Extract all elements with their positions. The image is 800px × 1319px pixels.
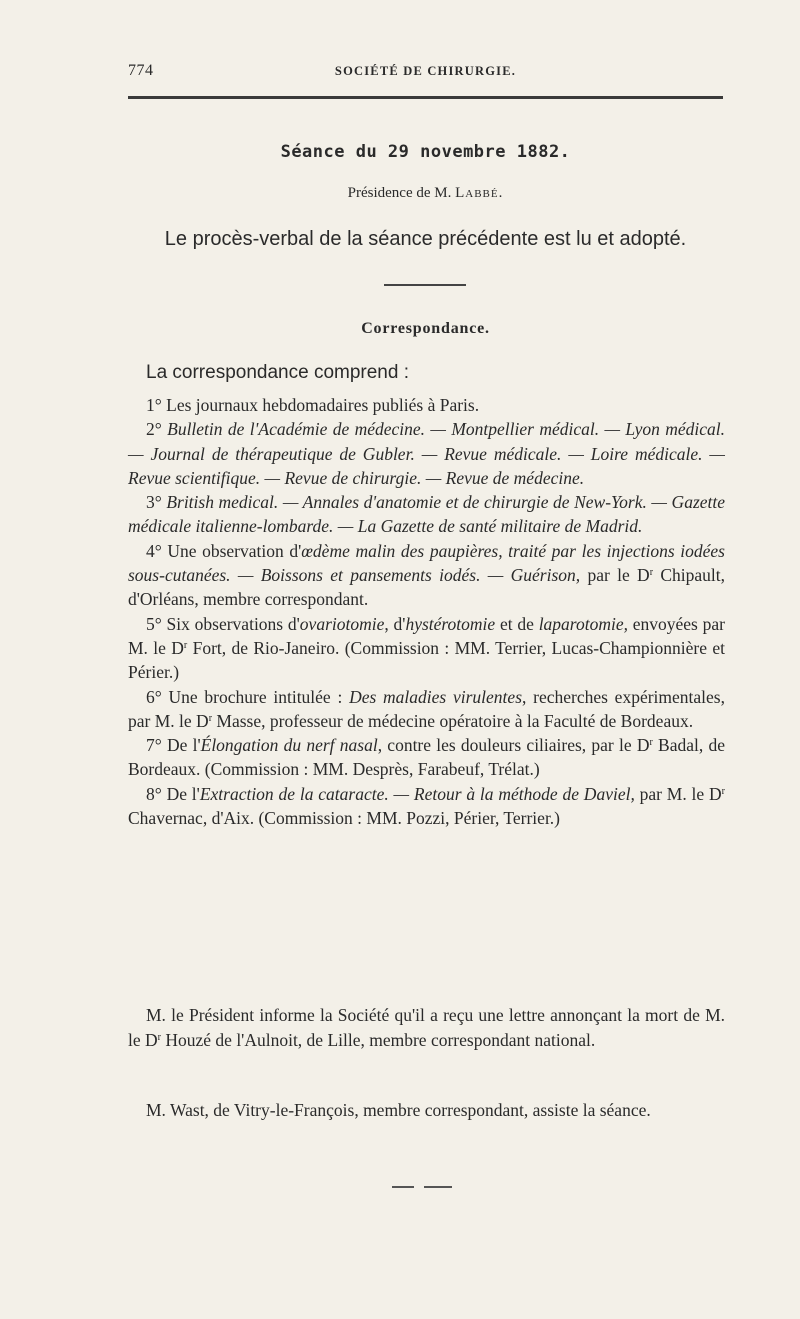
list-item <box>128 393 725 417</box>
item-text: , d' <box>384 613 406 634</box>
item-text: Masse, professeur de médecine opératoire à la Faculté de Bordeaux. <box>212 710 694 731</box>
item-italic-text: hystérotomie <box>405 613 496 634</box>
list-item <box>128 417 725 490</box>
item-text: Chavernac, d'Aix. (Commission : MM. Pozzi, Périer, Terrier.) <box>128 808 561 829</box>
item-text: Chipault, d'Orléans, membre correspondant. <box>128 565 725 610</box>
list-item <box>128 782 725 831</box>
list-item <box>128 612 725 685</box>
item-italic-text: Bulletin de l'Académie de médecine. — Montpellier médical. — Lyon médical. — Journal de thérapeutique de Gubler. — Revue médicale. — Loire médicale. — Revue scientifique. — Revue de chirurgie. — Revue de médecine. <box>128 419 726 488</box>
item-text: , contre les douleurs ciliaires, par le D <box>377 735 650 756</box>
item-italic-text: ovariotomie <box>299 613 385 634</box>
superscript: r <box>649 737 653 749</box>
item-text: par le D <box>580 565 650 586</box>
superscript: r <box>649 567 654 579</box>
list-item <box>128 733 725 782</box>
item-italic-text: Élongation du nerf nasal <box>200 735 378 756</box>
list-item <box>128 685 725 734</box>
item-text: Badal, de Bordeaux. (Commission : MM. Desprès, Farabeuf, Trélat.) <box>128 735 725 780</box>
item-text: 4° Une observation d' <box>146 540 302 561</box>
superscript: r <box>208 712 213 724</box>
running-head: SOCIÉTÉ DE CHIRURGIE. <box>334 64 517 78</box>
end-rule <box>392 1186 414 1188</box>
item-text: par M. le D <box>634 783 722 804</box>
item-text: 2° <box>146 419 168 440</box>
correspondance-list <box>128 393 725 830</box>
correspondance-intro: La correspondance comprend : <box>146 362 409 383</box>
section-divider <box>384 284 466 286</box>
session-title: Séance du 29 novembre 1882. <box>280 142 571 162</box>
item-italic-text: Extraction de la cataracte. — Retour à la méthode de Daviel, <box>199 783 635 804</box>
list-item <box>128 490 725 539</box>
presidence-line <box>128 185 723 202</box>
item-text: envoyées par M. le D <box>128 613 725 658</box>
item-italic-text: laparotomie, <box>538 613 628 634</box>
section-heading: Correspondance. <box>361 320 490 337</box>
president-announcement <box>128 1003 725 1052</box>
page-number: 774 <box>128 62 154 79</box>
item-text: 5° Six observations d' <box>146 613 300 634</box>
item-text: , recherches expérimentales, par M. le D <box>128 686 725 731</box>
superscript: r <box>157 1031 161 1043</box>
list-item <box>128 539 725 612</box>
end-rule <box>424 1186 452 1188</box>
president-name: Labbé. <box>455 185 504 201</box>
item-text: et de <box>495 613 539 634</box>
paragraph-text: M. le Président informe la Société qu'il a reçu une lettre annonçant la mort de M. le D <box>128 1005 725 1050</box>
attendance-note: M. Wast, de Vitry-le-François, membre correspondant, assiste la séance. <box>146 1100 651 1120</box>
item-italic-text: œdème malin des paupières, traité par les injections iodées sous-cutanées. — Boissons et pansements iodés. — Guérison, <box>128 540 725 586</box>
item-text: Fort, de Rio-Janeiro. (Commission : MM. Terrier, Lucas-Championnière et Périer.) <box>128 637 725 683</box>
proces-verbal-line: Le procès-verbal de la séance précédente est lu et adopté. <box>164 228 687 250</box>
item-italic-text: British medical. — Annales d'anatomie et de chirurgie de New-York. — Gazette médicale italienne-lombarde. — La Gazette de santé militaire de Madrid. <box>128 492 726 537</box>
item-italic-text: Des maladies virulentes <box>349 686 522 707</box>
item-text: 3° <box>146 492 167 513</box>
superscript: r <box>721 785 725 797</box>
superscript: r <box>183 639 188 651</box>
presidence-prefix: Présidence de M. <box>347 185 456 201</box>
page-header <box>128 62 723 86</box>
header-rule <box>128 96 723 99</box>
item-text: 6° Une brochure intitulée : <box>146 686 350 707</box>
item-text: 7° De l' <box>146 735 201 756</box>
paragraph-text: Houzé de l'Aulnoit, de Lille, membre correspondant national. <box>161 1029 596 1050</box>
item-text: 1° Les journaux hebdomadaires publiés à Paris. <box>146 395 480 415</box>
item-text: 8° De l' <box>146 783 200 804</box>
